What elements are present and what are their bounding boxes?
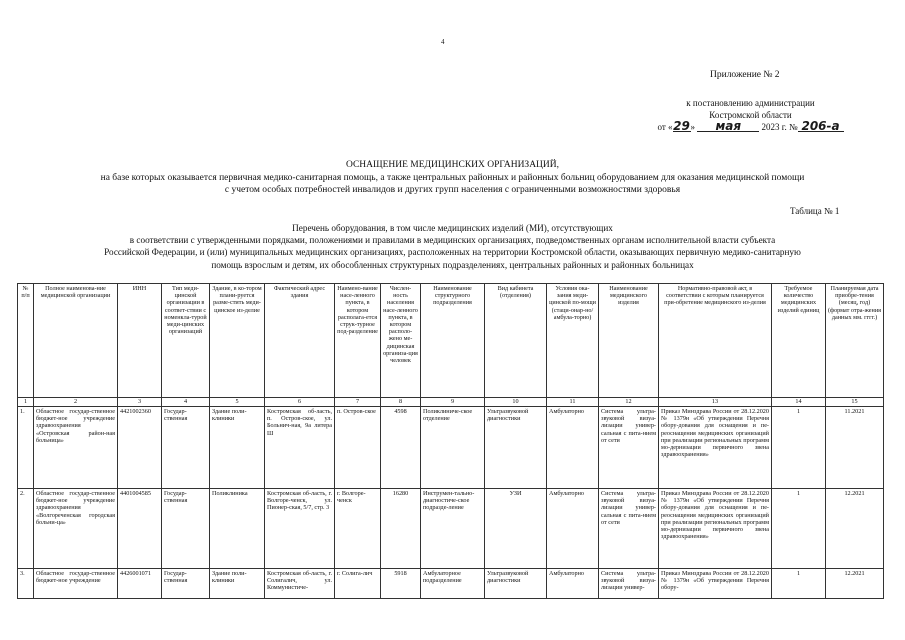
subtitle-line-2: в соответствии с утвержденными порядками, положениями и правилами в медицинских организациях, подведомственных органам исполнительной власти субъекта (129, 235, 776, 246)
resolution-number: 206-а (798, 121, 844, 132)
resolution-line-2: Костромской области (709, 109, 792, 120)
organization-name: Областное государ-ственное бюджет-ное учреждение здравоохранения «Волгореченская городская больни-ца» (34, 489, 118, 569)
column-number-row (18, 398, 884, 407)
organization-name: Областное государ-ственное бюджет-ное учреждение здравоохранения «Островская район-ная больница» (34, 407, 118, 489)
header-cell: Нормативно-правовой акт, в соответствии с которым планируется при-обретение медицинского из-делия (659, 284, 772, 398)
device-cell: Система ультра-звуковой визуа-лизации универ-сальная с пита-нием от сети (599, 489, 659, 569)
subtitle-line-1: Перечень оборудования, в том числе медицинских изделий (МИ), отсутствующих (292, 223, 613, 233)
organization-name: Областное государ-ственное бюджет-ное учреждение (34, 569, 118, 599)
building-cell: Здание поли-клиники (210, 569, 265, 599)
column-number: 7 (335, 398, 381, 407)
building-cell: Поликлиника (210, 489, 265, 569)
header-cell: Требуемое количество медицинских изделий единиц (772, 284, 826, 398)
inn-cell: 4401004585 (118, 489, 162, 569)
column-number: 4 (162, 398, 210, 407)
header-cell: Условия ока-зания меди-цинской по-мощи (стаци-онар-но/амбула-торно) (547, 284, 599, 398)
unit-cell: Поликлиниче-ское отделение (421, 407, 485, 489)
row-number: 3. (18, 569, 34, 599)
header-cell: Наименование структурного подразделения (421, 284, 485, 398)
resolution-year: 2023 г. № (761, 122, 798, 132)
cabinet-cell: УЗИ (485, 489, 547, 569)
row-number: 1. (18, 407, 34, 489)
table-row (18, 569, 884, 599)
population-cell: 5918 (381, 569, 421, 599)
table-header-row (18, 284, 884, 398)
equipment-table (17, 283, 884, 599)
header-cell: Тип меди-цинской организации в соответ-ствии с номенкла-турой меди-цинских организаций (162, 284, 210, 398)
header-cell: ИНН (118, 284, 162, 398)
header-cell: Вид кабинета (отделения) (485, 284, 547, 398)
appendix-label: Приложение № 2 (710, 70, 780, 80)
header-cell: Здание, в ко-тором плани-руется разме-стить меди-цинское из-делие (210, 284, 265, 398)
document-title (30, 159, 875, 197)
table-label: Таблица № 1 (790, 206, 840, 216)
cabinet-cell: Ультразвуковой диагностики (485, 569, 547, 599)
column-number: 9 (421, 398, 485, 407)
unit-cell: Амбулаторное подразделение (421, 569, 485, 599)
column-number: 5 (210, 398, 265, 407)
subtitle-line-4: помощь взрослым и детям, их обособленных структурных подразделениях, центральных районных и районных больницах (211, 259, 694, 270)
org-type: Государ-ственная (162, 489, 210, 569)
date-cell: 12.2021 (826, 489, 884, 569)
header-cell: № п/п (18, 284, 34, 398)
header-cell: Наимено-вание насе-ленного пункта, в котором располага-ется струк-турное под-разделение (335, 284, 381, 398)
title-line-3: с учетом особых потребностей инвалидов и других групп населения с ограниченными возможностями здоровья (224, 185, 681, 195)
legal-act-cell: Приказ Минздрава России от 28.12.2020 № 1379н «Об утверждении Перечня обору- (659, 569, 772, 599)
quantity-cell: 1 (772, 407, 826, 489)
population-cell: 16280 (381, 489, 421, 569)
inn-cell: 4426001071 (118, 569, 162, 599)
column-number: 2 (34, 398, 118, 407)
column-number: 12 (599, 398, 659, 407)
org-type: Государ-ственная (162, 407, 210, 489)
column-number: 3 (118, 398, 162, 407)
locality-cell: г. Волгоре-ченск (335, 489, 381, 569)
title-line-2: на базе которых оказывается первичная медико-санитарная помощь, а также центральных районных и районных больниц оборудованием для оказания медицинской помощи (100, 172, 805, 183)
column-number: 8 (381, 398, 421, 407)
header-cell: Фактический адрес здания (265, 284, 335, 398)
conditions-cell: Амбулаторно (547, 489, 599, 569)
table-subtitle (30, 222, 875, 271)
header-cell: Наименование медицинского изделия (599, 284, 659, 398)
title-line-1: ОСНАЩЕНИЕ МЕДИЦИНСКИХ ОРГАНИЗАЦИЙ, (345, 160, 560, 170)
legal-act-cell: Приказ Минздрава России от 28.12.2020 № 1379н «Об утверждении Перечня обору-дования для оснащения и пе-реоснащения медицинских организаций при реализации региональных программ мо-дернизации первичного звена здравоохранения» (659, 407, 772, 489)
column-number: 14 (772, 398, 826, 407)
conditions-cell: Амбулаторно (547, 407, 599, 489)
address-cell: Костромская об-ласть, г. Волгоре-ченск, ул. Пионер-ская, 5/7, стр. 3 (265, 489, 335, 569)
resolution-day: 29 (673, 119, 690, 133)
quantity-cell: 1 (772, 569, 826, 599)
unit-cell: Инструмен-тально-диагностиче-ское подразде-ление (421, 489, 485, 569)
resolution-prefix: от « (657, 122, 673, 132)
resolution-block (648, 98, 853, 134)
date-cell: 11.2021 (826, 407, 884, 489)
quantity-cell: 1 (772, 489, 826, 569)
header-cell: Полное наименова-ние медицинской организации (34, 284, 118, 398)
cabinet-cell: Ультразвуковой диагностики (485, 407, 547, 489)
row-number: 2. (18, 489, 34, 569)
legal-act-cell: Приказ Минздрава России от 28.12.2020 № 1379н «Об утверждении Перечня обору-дования для оснащения и пе-реоснащения медицинских организаций при реализации региональных программ мо-дернизации первичного звена здравоохранения» (659, 489, 772, 569)
device-cell: Система ультра-звуковой визуа-лизации универ- (599, 569, 659, 599)
inn-cell: 4421002360 (118, 407, 162, 489)
resolution-line-1: к постановлению администрации (686, 98, 815, 108)
subtitle-line-3: Российской Федерации, и (или) муниципальных медицинских организациях, расположенных на территории Костромской области, оказывающих первичную медико-санитарную (104, 247, 801, 258)
population-cell: 4598 (381, 407, 421, 489)
building-cell: Здание поли-клиники (210, 407, 265, 489)
column-number: 11 (547, 398, 599, 407)
header-cell: Числен-ность населения насе-ленного пункта, в котором располо-жено ме-дицинская организа-ция человек (381, 284, 421, 398)
resolution-date-line (648, 121, 853, 134)
column-number: 13 (659, 398, 772, 407)
locality-cell: п. Остров-ское (335, 407, 381, 489)
column-number: 10 (485, 398, 547, 407)
date-cell: 12.2021 (826, 569, 884, 599)
table-row (18, 407, 884, 489)
locality-cell: г. Солига-лич (335, 569, 381, 599)
column-number: 15 (826, 398, 884, 407)
header-cell: Планируемая дата приобре-тения (месяц, год) (формат отра-жения данных мм. гггг.) (826, 284, 884, 398)
device-cell: Система ультра-звуковой визуа-лизации универ-сальная с пита-нием от сети (599, 407, 659, 489)
resolution-mid: » (690, 122, 696, 132)
page-number: 4 (441, 38, 445, 46)
org-type: Государ-ственная (162, 569, 210, 599)
conditions-cell: Амбулаторно (547, 569, 599, 599)
address-cell: Костромская об-ласть, п. Остров-ское, ул. Больнич-ная, 9а литера Ш (265, 407, 335, 489)
address-cell: Костромская об-ласть, г. Солигалич, ул. Коммунистиче- (265, 569, 335, 599)
resolution-month: мая (697, 121, 759, 132)
column-number: 6 (265, 398, 335, 407)
table-row (18, 489, 884, 569)
column-number: 1 (18, 398, 34, 407)
